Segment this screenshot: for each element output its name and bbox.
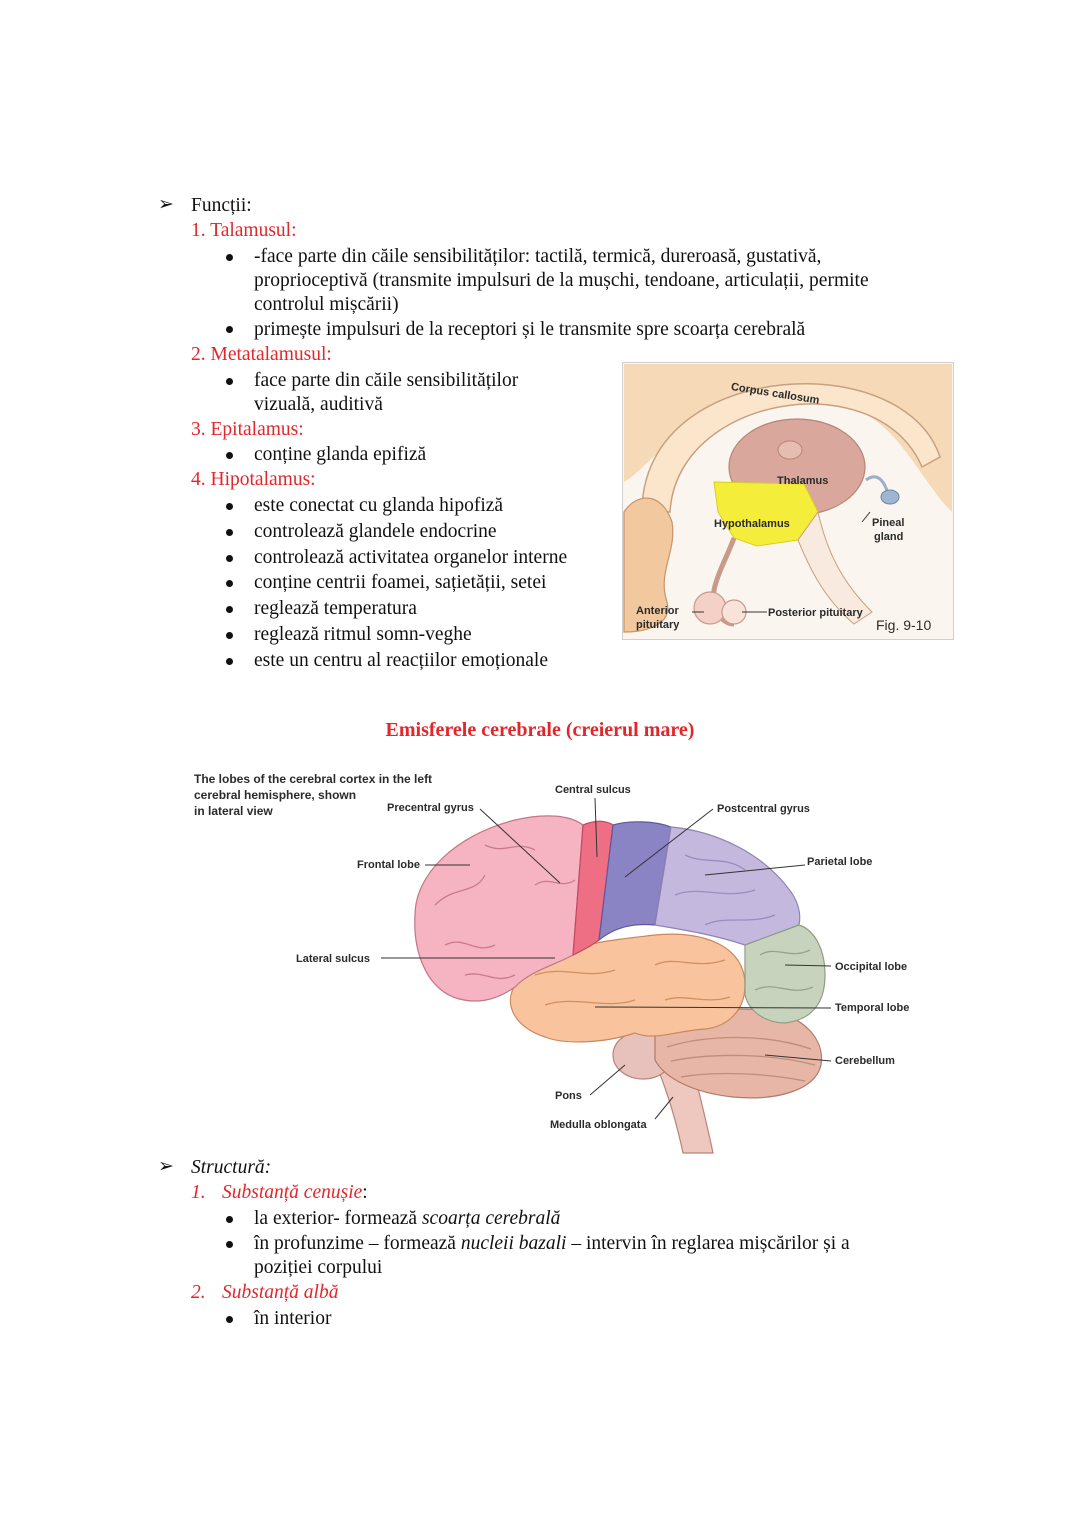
bullet-text: vizuală, auditivă: [254, 394, 383, 415]
figure-caption-line1: The lobes of the cerebral cortex in the left: [194, 772, 433, 786]
item-title-hipotalamus: 4. Hipotalamus:: [191, 469, 316, 490]
bullet-text: [254, 1206, 560, 1231]
bullet-text: controlează activitatea organelor interne: [254, 547, 568, 568]
label-thalamus: Thalamus: [777, 475, 829, 487]
bullet-dot: [226, 326, 233, 333]
structure-item-2-num: 2.: [191, 1282, 206, 1303]
bullet-dot: [226, 580, 233, 587]
structure-item-1-title: [222, 1180, 368, 1205]
label-occipital-lobe: Occipital lobe: [835, 961, 908, 973]
bullet-dot: [226, 452, 233, 459]
item-title-metatalamus: 2. Metatalamusul:: [191, 344, 332, 365]
bullet-dot: [226, 1241, 233, 1248]
bullet-dot: [226, 378, 233, 385]
diencephalon-figure: [622, 362, 954, 640]
bullet-text: în interior: [254, 1308, 332, 1329]
label-temporal-lobe: Temporal lobe: [835, 1002, 910, 1014]
bullet-text: conține glanda epifiză: [254, 444, 427, 465]
label-posterior-pituitary: Posterior pituitary: [768, 607, 863, 619]
pineal-gland-shape: [881, 490, 899, 504]
bullet-text-em: nucleii bazali: [460, 1233, 567, 1254]
label-postcentral-gyrus: Postcentral gyrus: [717, 803, 810, 815]
bullet-text: primește impulsuri de la receptori și le transmite spre scoarța cerebrală: [254, 319, 806, 340]
structure-item-1-num: 1.: [191, 1182, 206, 1203]
structure-heading: Structură:: [191, 1157, 272, 1178]
bullet-dot: [226, 555, 233, 562]
label-precentral-gyrus: Precentral gyrus: [387, 802, 474, 814]
bullet-arrow-icon: ➢: [158, 1155, 174, 1177]
bullet-text-em: scoarța cerebrală: [421, 1208, 561, 1229]
label-anterior: Anterior: [636, 605, 679, 617]
bullet-text-part: – intervin în reglarea mișcărilor și a: [566, 1233, 850, 1254]
item-title-talamus: 1. Talamusul:: [191, 220, 297, 241]
bullet-text: poziției corpului: [254, 1257, 383, 1278]
label-pineal: Pineal: [872, 517, 905, 529]
bullet-dot: [226, 606, 233, 613]
bullet-text: conține centrii foamei, sațietății, setei: [254, 572, 547, 593]
bullet-dot: [226, 1216, 233, 1223]
label-pons: Pons: [555, 1090, 582, 1102]
parietal-lobe-shape: [655, 827, 800, 945]
functions-heading: Funcții:: [191, 195, 252, 216]
bullet-dot: [226, 503, 233, 510]
bullet-dot: [226, 658, 233, 665]
bullet-text: [254, 1231, 850, 1256]
label-anterior-pituitary: pituitary: [636, 619, 680, 631]
label-parietal-lobe: Parietal lobe: [807, 856, 873, 868]
bullet-text: controlează glandele endocrine: [254, 521, 497, 542]
figure-number: Fig. 9-10: [876, 617, 932, 633]
bullet-dot: [226, 254, 233, 261]
section-title: Emisferele cerebrale (creierul mare): [385, 719, 695, 741]
bullet-text: proprioceptivă (transmite impulsuri de la mușchi, tendoane, articulații, permite: [254, 270, 869, 291]
bullet-text: reglează temperatura: [254, 598, 417, 619]
interthalamic-shape: [778, 441, 802, 459]
label-hypothalamus: Hypothalamus: [714, 518, 790, 530]
structure-item-2-title: Substanță albă: [222, 1282, 339, 1303]
bullet-text: -face parte din căile sensibilităților: tactilă, termică, dureroasă, gustativă,: [254, 246, 822, 267]
bullet-text: este un centru al reacțiilor emoționale: [254, 650, 548, 671]
label-medulla-oblongata: Medulla oblongata: [550, 1119, 647, 1131]
label-corpus-callosum: Corpus callosum: [730, 380, 821, 407]
label-cerebellum: Cerebellum: [835, 1055, 895, 1067]
bullet-dot: [226, 1316, 233, 1323]
label-frontal-lobe: Frontal lobe: [357, 859, 420, 871]
structure-item-1-title-text: Substanță cenușie: [222, 1182, 363, 1203]
label-pineal-gland: gland: [874, 531, 904, 543]
label-central-sulcus: Central sulcus: [555, 784, 631, 796]
bullet-arrow-icon: ➢: [158, 193, 174, 215]
bullet-text: este conectat cu glanda hipofiză: [254, 495, 504, 516]
bullet-dot: [226, 632, 233, 639]
bullet-text-part: la exterior- formează: [254, 1208, 422, 1229]
brain-lobes-figure: [185, 765, 935, 1157]
bullet-dot: [226, 529, 233, 536]
label-lateral-sulcus: Lateral sulcus: [296, 953, 370, 965]
figure-caption-line3: in lateral view: [194, 804, 273, 818]
figure-caption-line2: cerebral hemisphere, shown: [194, 788, 357, 802]
structure-item-1-suffix: :: [362, 1182, 368, 1203]
anterior-pituitary-shape: [694, 592, 726, 624]
bullet-text: controlul mișcării): [254, 294, 399, 315]
bullet-text: face parte din căile sensibilităților: [254, 370, 519, 391]
bullet-text-part: în profunzime – formează: [254, 1233, 461, 1254]
item-title-epitalamus: 3. Epitalamus:: [191, 419, 304, 440]
bullet-text: reglează ritmul somn-veghe: [254, 624, 472, 645]
